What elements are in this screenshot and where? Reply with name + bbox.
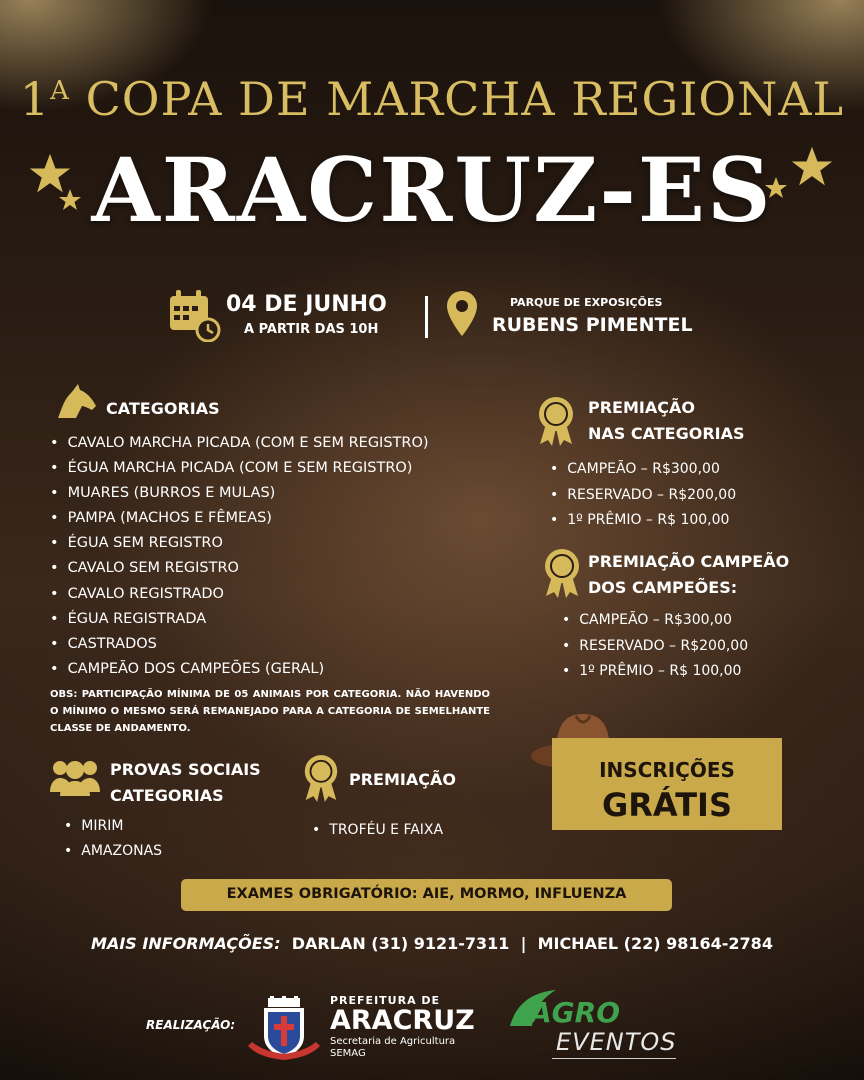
list-item: • CASTRADOS (50, 632, 429, 657)
inscricoes-label: INSCRIÇÕES (599, 758, 735, 782)
list-item: • ÉGUA REGISTRADA (50, 607, 429, 632)
medal-icon (300, 754, 342, 802)
list-item: • ÉGUA MARCHA PICADA (COM E SEM REGISTRO) (50, 456, 429, 481)
list-item: • 1º PRÊMIO – R$ 100,00 (550, 508, 736, 534)
event-time: A PARTIR DAS 10H (244, 322, 379, 337)
coat-of-arms-icon (246, 996, 322, 1062)
premiacao-categorias-heading-1: PREMIAÇÃO (588, 398, 695, 417)
list-item: • RESERVADO – R$200,00 (550, 483, 736, 509)
premiacao-campeao-list (562, 608, 748, 685)
list-item: • AMAZONAS (64, 839, 162, 864)
list-item: • PAMPA (MACHOS E FÊMEAS) (50, 506, 429, 531)
contact-darlan: DARLAN (31) 9121-7311 (291, 934, 510, 953)
medal-icon (540, 548, 584, 598)
inscricoes-free: GRÁTIS (602, 786, 732, 824)
list-item: • RESERVADO – R$200,00 (562, 634, 748, 660)
provas-sociais-heading-2: CATEGORIAS (110, 786, 224, 805)
categorias-list (50, 431, 429, 682)
realizacao-label: REALIZAÇÃO: (146, 1018, 236, 1032)
contact-label: MAIS INFORMAÇÕES: (91, 934, 281, 953)
horse-head-icon (52, 382, 98, 422)
list-item: • MUARES (BURROS E MULAS) (50, 481, 429, 506)
list-item: • TROFÉU E FAIXA (312, 818, 443, 843)
prefeitura-label: PREFEITURA DE (330, 994, 441, 1007)
prefeitura-name: ARACRUZ (330, 1005, 475, 1036)
exames-text: EXAMES OBRIGATÓRIO: AIE, MORMO, INFLUENZA (226, 886, 627, 902)
premiacao-social-list (312, 818, 443, 843)
premiacao-categorias-list (550, 457, 736, 534)
event-date: 04 DE JUNHO (226, 292, 387, 317)
event-title-line2: ARACRUZ-ES (91, 138, 773, 242)
people-icon (48, 758, 102, 798)
premiacao-categorias-heading-2: NAS CATEGORIAS (588, 424, 745, 443)
list-item: • CAVALO MARCHA PICADA (COM E SEM REGISTRO) (50, 431, 429, 456)
agro-underline (552, 1058, 676, 1059)
list-item: • MIRIM (64, 814, 162, 839)
list-item: • CAMPEÃO – R$300,00 (562, 608, 748, 634)
provas-sociais-heading-1: PROVAS SOCIAIS (110, 760, 261, 779)
map-pin-icon (446, 290, 478, 338)
list-item: • CAMPEÃO DOS CAMPEÕES (GERAL) (50, 657, 429, 682)
list-item: • CAVALO REGISTRADO (50, 582, 429, 607)
calendar-clock-icon (168, 288, 222, 342)
list-item: • CAVALO SEM REGISTRO (50, 556, 429, 581)
premiacao-campeao-heading-2: DOS CAMPEÕES: (588, 578, 738, 597)
contact-separator: | (520, 934, 527, 953)
premiacao-social-heading: PREMIAÇÃO (349, 770, 456, 789)
list-item: • CAMPEÃO – R$300,00 (550, 457, 736, 483)
agro-logo-line1: AGRO (530, 996, 621, 1029)
prefeitura-semag: SEMAG (330, 1048, 366, 1059)
venue-label: PARQUE DE EXPOSIÇÕES (510, 296, 663, 309)
contact-info (0, 934, 864, 953)
divider (425, 296, 428, 338)
contact-michael: MICHAEL (22) 98164-2784 (537, 934, 773, 953)
provas-sociais-list (64, 814, 162, 864)
categorias-heading: CATEGORIAS (106, 399, 220, 418)
medal-icon (534, 396, 578, 446)
list-item: • 1º PRÊMIO – R$ 100,00 (562, 659, 748, 685)
prefeitura-secretaria: Secretaria de Agricultura (330, 1036, 456, 1047)
agro-logo-line2: EVENTOS (556, 1028, 677, 1056)
categorias-obs: OBS: PARTICIPAÇÃO MÍNIMA DE 05 ANIMAIS POR CATEGORIA. NÃO HAVENDO O MÍNIMO O MESMO SERÁ REMANEJADO PARA A CATEGORIA DE SEMELHANTE CLASSE DE ANDAMENTO. (50, 689, 490, 734)
event-title-line1: $1^A$ COPA DE MARCHA REGIONAL (19, 72, 845, 126)
list-item: • ÉGUA SEM REGISTRO (50, 531, 429, 556)
premiacao-campeao-heading-1: PREMIAÇÃO CAMPEÃO (588, 552, 790, 571)
venue-name: RUBENS PIMENTEL (492, 314, 693, 336)
